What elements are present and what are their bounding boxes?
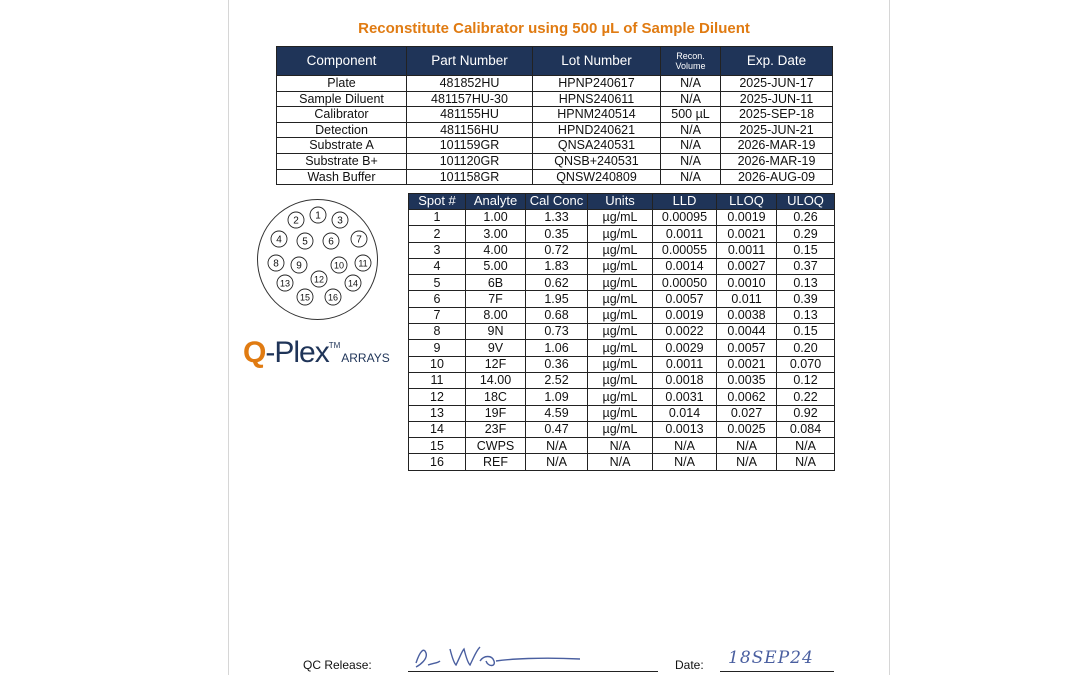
component-cell: N/A (661, 122, 721, 138)
table-row (409, 421, 835, 437)
header-analyte: Analyte (466, 194, 526, 210)
logo-q: Q (243, 336, 266, 369)
spot-cell: µg/mL (588, 405, 653, 421)
spot-15-label: 15 (299, 292, 311, 303)
spot-cell: N/A (526, 454, 588, 470)
component-cell: 2025-JUN-21 (721, 122, 833, 138)
component-cell: HPNM240514 (533, 107, 661, 123)
spot-cell: 3.00 (466, 226, 526, 242)
table-row (409, 307, 835, 323)
spot-cell: 11 (409, 372, 466, 388)
spots-header-row (409, 194, 835, 210)
spot-5-label: 5 (302, 236, 308, 248)
header-recon-volume (661, 47, 721, 76)
spot-cell: 0.0011 (717, 242, 777, 258)
component-cell: 2026-MAR-19 (721, 138, 833, 154)
spot-cell: 0.084 (777, 421, 835, 437)
spot-cell: 0.26 (777, 210, 835, 226)
well-spot-diagram (255, 197, 380, 322)
spot-cell: N/A (777, 438, 835, 454)
spot-cell: µg/mL (588, 324, 653, 340)
table-row (409, 258, 835, 274)
spot-cell: µg/mL (588, 291, 653, 307)
spot-cell: µg/mL (588, 372, 653, 388)
spot-8-label: 8 (273, 258, 279, 270)
spot-cell: 2.52 (526, 372, 588, 388)
spot-cell: 0.0062 (717, 389, 777, 405)
spot-cell: 0.0044 (717, 324, 777, 340)
qc-release-line (408, 671, 658, 672)
table-row (409, 438, 835, 454)
spot-cell: 14.00 (466, 372, 526, 388)
table-row (409, 454, 835, 470)
spot-cell: 0.0019 (717, 210, 777, 226)
header-recon-volume-label: Recon. Volume (675, 51, 706, 71)
spot-cell: 14 (409, 421, 466, 437)
spot-cell: 18C (466, 389, 526, 405)
spot-cell: 1.09 (526, 389, 588, 405)
spot-cell: 0.13 (777, 307, 835, 323)
spot-10-label: 10 (333, 260, 345, 271)
spot-cell: 0.39 (777, 291, 835, 307)
spot-cell: 0.0010 (717, 275, 777, 291)
table-row (277, 76, 833, 92)
spot-cell: 0.070 (777, 356, 835, 372)
components-table (276, 46, 833, 185)
spot-cell: N/A (653, 454, 717, 470)
components-table-body (277, 76, 833, 185)
component-cell: 2025-JUN-11 (721, 91, 833, 107)
spot-cell: µg/mL (588, 226, 653, 242)
spot-cell: 0.00050 (653, 275, 717, 291)
spot-4-label: 4 (276, 234, 282, 246)
table-row (409, 324, 835, 340)
table-row (409, 226, 835, 242)
spot-cell: 15 (409, 438, 466, 454)
spot-cell: µg/mL (588, 242, 653, 258)
spot-9-label: 9 (296, 260, 302, 272)
spot-cell: 12 (409, 389, 466, 405)
spot-cell: 9V (466, 340, 526, 356)
spot-cell: 0.0035 (717, 372, 777, 388)
spot-cell: 0.0057 (653, 291, 717, 307)
spot-cell: 7 (409, 307, 466, 323)
spot-cell: 8 (409, 324, 466, 340)
spot-cell: N/A (717, 454, 777, 470)
header-lld: LLD (653, 194, 717, 210)
header-component: Component (277, 47, 407, 76)
qplex-logo (243, 336, 390, 370)
component-cell: Substrate A (277, 138, 407, 154)
spot-cell: 1.00 (466, 210, 526, 226)
spot-cell: N/A (777, 454, 835, 470)
spot-cell: µg/mL (588, 340, 653, 356)
spot-cell: 0.68 (526, 307, 588, 323)
spot-cell: 0.0014 (653, 258, 717, 274)
header-part-number: Part Number (407, 47, 533, 76)
spot-cell: µg/mL (588, 275, 653, 291)
spot-cell: 0.0027 (717, 258, 777, 274)
component-cell: Calibrator (277, 107, 407, 123)
date-line (720, 671, 834, 672)
spot-cell: µg/mL (588, 421, 653, 437)
document-title: Reconstitute Calibrator using 500 µL of Sample Diluent (358, 20, 750, 37)
spot-cell: µg/mL (588, 258, 653, 274)
table-row (277, 107, 833, 123)
component-cell: 101159GR (407, 138, 533, 154)
component-cell: 481155HU (407, 107, 533, 123)
qc-release-label: QC Release: (303, 658, 372, 672)
spots-table (408, 193, 835, 471)
component-cell: 2025-JUN-17 (721, 76, 833, 92)
spot-cell: REF (466, 454, 526, 470)
spot-cell: 0.0022 (653, 324, 717, 340)
header-cal-conc: Cal Conc (526, 194, 588, 210)
table-row (277, 138, 833, 154)
spot-cell: 0.72 (526, 242, 588, 258)
header-lloq: LLOQ (717, 194, 777, 210)
qc-signature (410, 641, 590, 671)
spot-cell: 0.13 (777, 275, 835, 291)
spot-2-label: 2 (293, 215, 299, 227)
spot-6-label: 6 (328, 236, 334, 248)
spot-cell: 0.0019 (653, 307, 717, 323)
spot-cell: 9N (466, 324, 526, 340)
date-label: Date: (675, 658, 704, 672)
spot-cell: µg/mL (588, 307, 653, 323)
component-cell: QNSW240809 (533, 169, 661, 185)
spot-cell: 0.0013 (653, 421, 717, 437)
spot-cell: 19F (466, 405, 526, 421)
spot-cell: 0.0021 (717, 226, 777, 242)
table-row (409, 291, 835, 307)
spot-cell: N/A (717, 438, 777, 454)
spot-cell: 0.00095 (653, 210, 717, 226)
spot-cell: 0.73 (526, 324, 588, 340)
spot-cell: 0.0057 (717, 340, 777, 356)
spot-cell: 0.0029 (653, 340, 717, 356)
table-row (409, 356, 835, 372)
component-cell: HPNP240617 (533, 76, 661, 92)
spot-cell: 0.00055 (653, 242, 717, 258)
spot-cell: 16 (409, 454, 466, 470)
spot-cell: 3 (409, 242, 466, 258)
components-header-row (277, 47, 833, 76)
table-row (277, 169, 833, 185)
component-cell: Substrate B+ (277, 153, 407, 169)
spot-cell: µg/mL (588, 389, 653, 405)
spot-cell: 0.027 (717, 405, 777, 421)
component-cell: 481852HU (407, 76, 533, 92)
header-units: Units (588, 194, 653, 210)
spot-cell: N/A (588, 454, 653, 470)
component-cell: 481157HU-30 (407, 91, 533, 107)
spot-cell: 8.00 (466, 307, 526, 323)
component-cell: 481156HU (407, 122, 533, 138)
header-uloq: ULOQ (777, 194, 835, 210)
component-cell: 101120GR (407, 153, 533, 169)
component-cell: 101158GR (407, 169, 533, 185)
component-cell: Wash Buffer (277, 169, 407, 185)
component-cell: Plate (277, 76, 407, 92)
component-cell: 2025-SEP-18 (721, 107, 833, 123)
spot-cell: 9 (409, 340, 466, 356)
table-row (409, 340, 835, 356)
spot-cell: 6B (466, 275, 526, 291)
logo-arrays: ARRAYS (341, 351, 390, 365)
spot-cell: 0.20 (777, 340, 835, 356)
component-cell: Detection (277, 122, 407, 138)
spot-cell: 0.29 (777, 226, 835, 242)
spot-cell: 0.15 (777, 324, 835, 340)
spot-16-label: 16 (327, 292, 339, 303)
spot-cell: N/A (526, 438, 588, 454)
table-row (277, 91, 833, 107)
spot-cell: 5 (409, 275, 466, 291)
spot-cell: 10 (409, 356, 466, 372)
table-row (409, 372, 835, 388)
spot-cell: N/A (588, 438, 653, 454)
spot-cell: 0.92 (777, 405, 835, 421)
spot-cell: 0.62 (526, 275, 588, 291)
spot-cell: 0.22 (777, 389, 835, 405)
component-cell: QNSA240531 (533, 138, 661, 154)
component-cell: 2026-MAR-19 (721, 153, 833, 169)
table-row (277, 122, 833, 138)
spot-cell: 0.0011 (653, 356, 717, 372)
spot-1-label: 1 (315, 210, 321, 222)
spot-12-label: 12 (313, 274, 325, 285)
table-row (277, 153, 833, 169)
component-cell: N/A (661, 153, 721, 169)
spot-7-label: 7 (356, 234, 362, 246)
spot-cell: 7F (466, 291, 526, 307)
spot-cell: 6 (409, 291, 466, 307)
component-cell: HPNS240611 (533, 91, 661, 107)
spot-3-label: 3 (337, 215, 343, 227)
table-row (409, 210, 835, 226)
spot-cell: 4 (409, 258, 466, 274)
spot-cell: 0.0025 (717, 421, 777, 437)
component-cell: HPND240621 (533, 122, 661, 138)
logo-plex: -Plex (265, 336, 329, 369)
spot-cell: 5.00 (466, 258, 526, 274)
spot-cell: 1.83 (526, 258, 588, 274)
header-spot: Spot # (409, 194, 466, 210)
spot-cell: 1.33 (526, 210, 588, 226)
spot-cell: 0.0011 (653, 226, 717, 242)
spot-cell: 0.36 (526, 356, 588, 372)
spot-cell: 0.014 (653, 405, 717, 421)
spot-cell: 12F (466, 356, 526, 372)
date-value: 18SEP24 (728, 648, 814, 668)
table-row (409, 405, 835, 421)
header-exp-date: Exp. Date (721, 47, 833, 76)
component-cell: N/A (661, 169, 721, 185)
spot-cell: 4.00 (466, 242, 526, 258)
spot-cell: CWPS (466, 438, 526, 454)
logo-tm: TM (328, 341, 341, 350)
table-row (409, 242, 835, 258)
spot-11-label: 11 (358, 258, 368, 269)
spot-cell: µg/mL (588, 356, 653, 372)
spot-cell: 1.95 (526, 291, 588, 307)
spot-cell: 0.0038 (717, 307, 777, 323)
component-cell: N/A (661, 91, 721, 107)
component-cell: QNSB+240531 (533, 153, 661, 169)
component-cell: 500 µL (661, 107, 721, 123)
spot-cell: N/A (653, 438, 717, 454)
spot-13-label: 13 (279, 278, 291, 289)
spot-cell: µg/mL (588, 210, 653, 226)
page-edge-right (889, 0, 890, 675)
spot-14-label: 14 (347, 278, 359, 289)
spot-cell: 1 (409, 210, 466, 226)
spot-cell: 0.12 (777, 372, 835, 388)
component-cell: 2026-AUG-09 (721, 169, 833, 185)
spot-cell: 0.47 (526, 421, 588, 437)
component-cell: N/A (661, 76, 721, 92)
spot-cell: 0.011 (717, 291, 777, 307)
table-row (409, 389, 835, 405)
spot-cell: 0.0021 (717, 356, 777, 372)
spot-cell: 2 (409, 226, 466, 242)
component-cell: Sample Diluent (277, 91, 407, 107)
spot-cell: 4.59 (526, 405, 588, 421)
spot-cell: 0.15 (777, 242, 835, 258)
spot-cell: 0.37 (777, 258, 835, 274)
header-lot-number: Lot Number (533, 47, 661, 76)
spot-cell: 13 (409, 405, 466, 421)
spot-cell: 1.06 (526, 340, 588, 356)
component-cell: N/A (661, 138, 721, 154)
spot-cell: 0.0031 (653, 389, 717, 405)
spot-cell: 0.35 (526, 226, 588, 242)
page-edge-left (228, 0, 229, 675)
spot-cell: 23F (466, 421, 526, 437)
spots-table-body (409, 210, 835, 471)
table-row (409, 275, 835, 291)
spot-cell: 0.0018 (653, 372, 717, 388)
